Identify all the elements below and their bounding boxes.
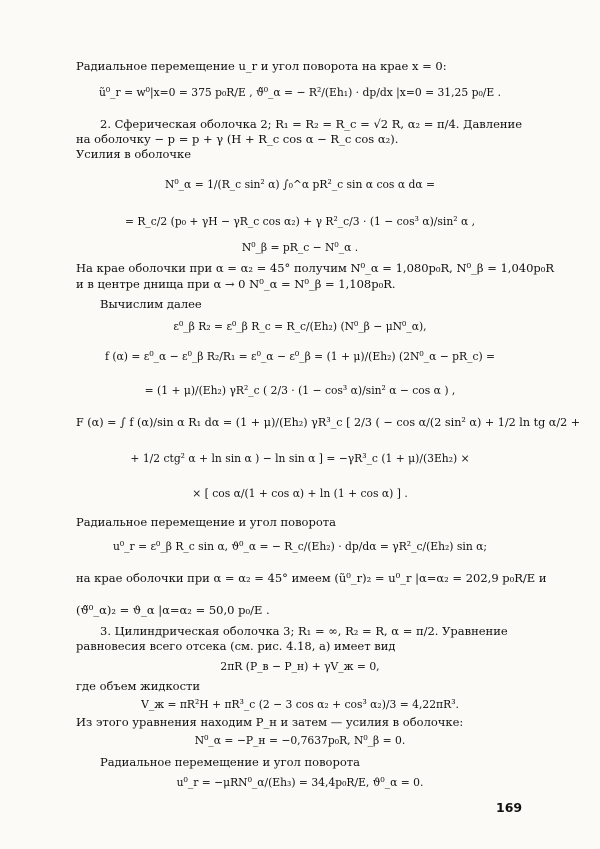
text-line: Вычислим далее [100, 297, 202, 311]
page-number: 169 [496, 800, 523, 815]
text-line: Из этого уравнения находим P_н и затем — усилия в оболочке: [76, 715, 464, 729]
text-line: Радиальное перемещение u_r и угол поворота на крае x = 0: [76, 59, 447, 73]
formula: f (α) = ε⁰_α − ε⁰_β R₂/R₁ = ε⁰_α − ε⁰_β = (1 + μ)/(Eh₂) (2N⁰_α − pR_c) = [104, 349, 496, 363]
formula: 2πR (P_в − P_н) + γV_ж = 0, [220, 659, 380, 673]
text-line: Радиальное перемещение и угол поворота [100, 755, 360, 769]
text-line: 3. Цилиндрическая оболочка 3; R₁ = ∞, R₂ = R, α = π/2. Уравнение [100, 624, 508, 638]
formula: (ϑ̃⁰_α)₂ = ϑ_α |α=α₂ = 50,0 p₀/E . [76, 603, 270, 617]
formula: F (α) = ∫ f (α)/sin α R₁ dα = (1 + μ)/(Eh₂) γR³_c [ 2/3 ( − cos α/(2 sin² α) + 1/2 ln tg α/2 + [76, 415, 581, 429]
text-line: Усилия в оболочке [76, 147, 192, 161]
formula: + 1/2 ctg² α + ln sin α ) − ln sin α ] = −γR³_c (1 + μ)/(3Eh₂) × [130, 451, 470, 465]
text-line: и в центре днища при α → 0 N⁰_α = N⁰_β = 1,108p₀R. [76, 277, 396, 291]
formula: ũ⁰_r = w⁰|x=0 = 375 p₀R/E , ϑ̃⁰_α = − R²/(Eh₁) · dp/dx |x=0 = 31,25 p₀/E . [98, 85, 502, 99]
formula: u⁰_r = ε⁰_β R_c sin α, ϑ⁰_α = − R_c/(Eh₂) · dp/dα = γR²_c/(Eh₂) sin α; [112, 539, 488, 553]
formula: N⁰_α = 1/(R_c sin² α) ∫₀^α pR²_c sin α cos α dα = [164, 177, 436, 191]
formula: = R_c/2 (p₀ + γH − γR_c cos α₂) + γ R²_c/3 · (1 − cos³ α)/sin² α , [124, 214, 476, 228]
text-line: 2. Сферическая оболочка 2; R₁ = R₂ = R_c = √2 R, α₂ = π/4. Давление [100, 117, 523, 131]
text-line: На крае оболочки при α = α₂ = 45° получим N⁰_α = 1,080p₀R, N⁰_β = 1,040p₀R [76, 261, 555, 275]
formula: × [ cos α/(1 + cos α) + ln (1 + cos α) ] . [192, 486, 408, 500]
text-line: Радиальное перемещение и угол поворота [76, 515, 336, 529]
formula: N⁰_α = −P_н = −0,7637p₀R, N⁰_β = 0. [194, 733, 406, 747]
text-line: где объем жидкости [76, 679, 201, 693]
text-line: на оболочку − p = p + γ (H + R_c cos α − R_c cos α₂). [76, 132, 399, 146]
formula: ε⁰_β R₂ = ε⁰_β R_c = R_c/(Eh₂) (N⁰_β − μN⁰_α), [173, 319, 427, 333]
text-line: равновесия всего отсека (см. рис. 4.18, а) имеет вид [76, 639, 396, 653]
formula: = (1 + μ)/(Eh₂) γR²_c ( 2/3 · (1 − cos³ α)/sin² α − cos α ) , [144, 383, 456, 397]
formula: u⁰_r = −μRN⁰_α/(Eh₃) = 34,4p₀R/E, ϑ⁰_α = 0. [176, 775, 424, 789]
text-line: на крае оболочки при α = α₂ = 45° имеем (ũ⁰_r)₂ = u⁰_r |α=α₂ = 202,9 p₀R/E и [76, 571, 547, 585]
formula: V_ж = πR²H + πR³_c (2 − 3 cos α₂ + cos³ α₂)/3 = 4,22πR³. [141, 697, 459, 711]
formula: N⁰_β = pR_c − N⁰_α . [241, 240, 359, 254]
